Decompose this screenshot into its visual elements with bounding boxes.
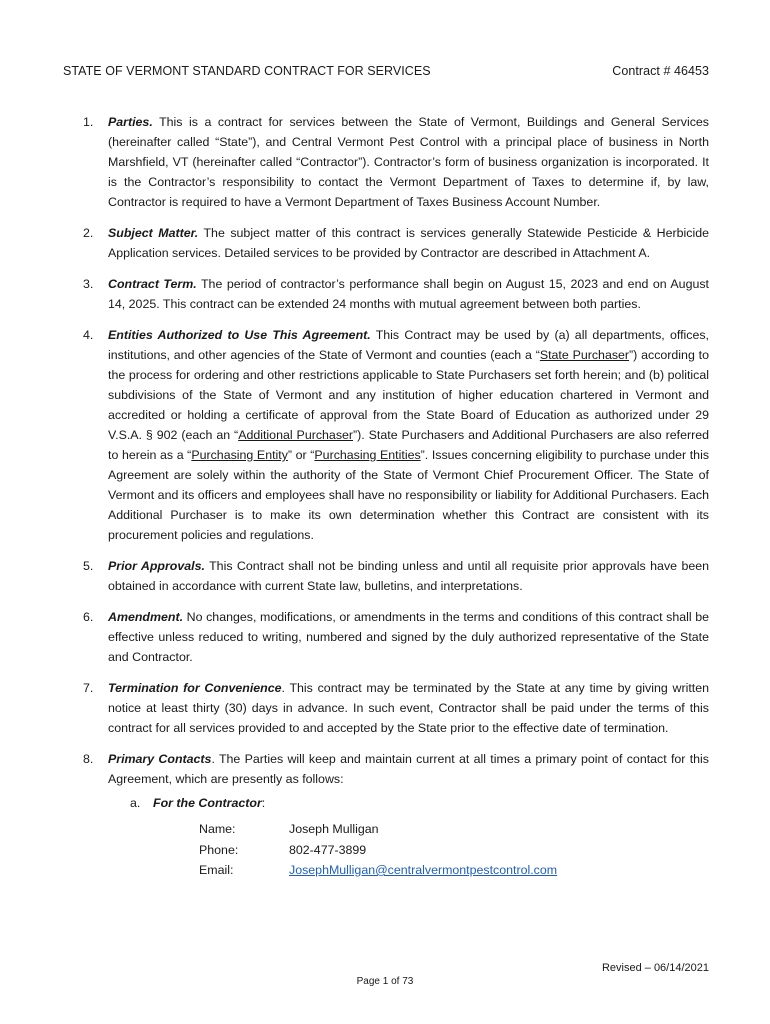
section-subject-matter (83, 223, 709, 263)
section-contract-term (83, 274, 709, 314)
section-title: Prior Approvals. (108, 559, 205, 573)
section-number: 2. (83, 226, 94, 240)
section-body: The period of contractor’s performance shall begin on August 15, 2023 and end on August 14, 2025. This contract can be extended 24 months with mutual agreement between both parties. (108, 277, 709, 311)
defined-term-purchasing-entity: Purchasing Entity (191, 448, 288, 462)
contractor-contact-details (199, 819, 709, 881)
section-title: Amendment. (108, 610, 184, 624)
defined-term-purchasing-entities: Purchasing Entities (314, 448, 421, 462)
section-body-part: ”) according to the process for ordering and other restrictions applicable to State Purchasers set forth herein; and (b) political subdivisions of the State of Vermont and any institution of higher education chartered in Vermont and accredited or holding a certificate of approval from the State Board of Education as authorized under 29 V.S.A. § 902 (each an “ (108, 348, 709, 442)
section-text (108, 223, 709, 263)
section-body: This Contract shall not be binding unless and until all requisite prior approvals have been obtained in accordance with current State law, bulletins, and interpretations. (108, 559, 710, 593)
section-number: 7. (83, 681, 94, 695)
section-body-part: ”). State Purchasers and Additional Purchasers are also referred to herein as a “ (108, 428, 709, 462)
section-text (108, 607, 709, 667)
revision-date: Revised – 06/14/2021 (601, 962, 709, 974)
page-header (63, 64, 709, 78)
section-primary-contacts (83, 749, 709, 789)
sub-item-title: For the Contractor (153, 796, 262, 810)
section-parties (83, 112, 709, 212)
sub-item-colon: : (261, 796, 266, 810)
section-number: 1. (83, 115, 94, 129)
section-termination (83, 678, 709, 738)
section-text (108, 274, 709, 314)
section-body: . This contract may be terminated by the State at any time by giving written notice at least thirty (30) days in advance. In such event, Contractor shall be paid under the terms of this contract for all services provided to and accepted by the State prior to the effective date of termination. (108, 681, 709, 735)
section-title: Contract Term. (108, 277, 197, 291)
section-entities-authorized (83, 325, 709, 545)
contractor-contact-heading (130, 793, 709, 813)
section-text (108, 749, 709, 789)
contact-row-name (199, 819, 709, 840)
section-body-part: This Contract may be used by (a) all departments, offices, institutions, and other agencies of the State of Vermont and counties (each a “ (108, 328, 709, 362)
contact-email-link[interactable]: JosephMulligan@centralvermontpestcontrol.com (289, 863, 558, 877)
section-number: 6. (83, 610, 94, 624)
section-prior-approvals (83, 556, 709, 596)
document-title: STATE OF VERMONT STANDARD CONTRACT FOR SERVICES (63, 64, 431, 78)
section-body-part: ”. Issues concerning eligibility to purchase under this Agreement are solely within the authority of the State of Vermont Chief Procurement Officer. The State of Vermont and its officers and employees shall have no responsibility or liability for Additional Purchasers. Each Additional Purchaser is to make its own determination whether this Contract are consistent with its procurement policies and regulations. (108, 448, 710, 542)
section-number: 3. (83, 277, 94, 291)
section-title: Parties. (108, 115, 153, 129)
contact-name-value: Joseph Mulligan (289, 822, 379, 836)
section-text (108, 556, 709, 596)
contract-number: Contract # 46453 (612, 64, 709, 78)
contact-email-label: Email: (199, 863, 234, 877)
section-body: No changes, modifications, or amendments in the terms and conditions of this contract shall be effective unless reduced to writing, numbered and signed by the duly authorized representative of the State and Contractor. (108, 610, 709, 664)
section-text (108, 325, 709, 545)
section-text (108, 678, 709, 738)
contract-body (83, 112, 709, 881)
section-body: This is a contract for services between the State of Vermont, Buildings and General Services (hereinafter called “State”), and Central Vermont Pest Control with a principal place of business in North Marshfield, VT (hereinafter called “Contractor”). Contractor’s form of business organization is incorporated. It is the Contractor’s responsibility to contact the Vermont Department of Taxes to determine if, by law, Contractor is required to have a Vermont Department of Taxes Business Account Number. (108, 115, 709, 209)
page-number: Page 1 of 73 (356, 976, 414, 987)
contact-row-email (199, 860, 709, 881)
contact-name-label: Name: (199, 822, 236, 836)
section-title: Primary Contacts (108, 752, 212, 766)
sub-item-label: a. (130, 796, 141, 810)
section-body-part: ” or “ (287, 448, 315, 462)
section-body: . The Parties will keep and maintain current at all times a primary point of contact for this Agreement, which are presently as follows: (108, 752, 709, 786)
section-number: 8. (83, 752, 94, 766)
contact-phone-label: Phone: (199, 842, 239, 857)
section-body: The subject matter of this contract is services generally Statewide Pesticide & Herbicide Application services. Detailed services to be provided by Contractor are described in Attachment A. (108, 226, 709, 260)
section-number: 4. (83, 328, 94, 342)
contact-row-phone (199, 840, 709, 861)
section-title: Termination for Convenience (108, 681, 282, 695)
section-title: Entities Authorized to Use This Agreement. (108, 328, 371, 342)
section-text (108, 112, 709, 212)
section-amendment (83, 607, 709, 667)
defined-term-additional-purchaser: Additional Purchaser (238, 428, 354, 442)
defined-term-state-purchaser: State Purchaser (539, 348, 630, 362)
contact-phone-value: 802-477-3899 (289, 842, 367, 857)
section-number: 5. (83, 559, 94, 573)
section-title: Subject Matter. (108, 226, 199, 240)
